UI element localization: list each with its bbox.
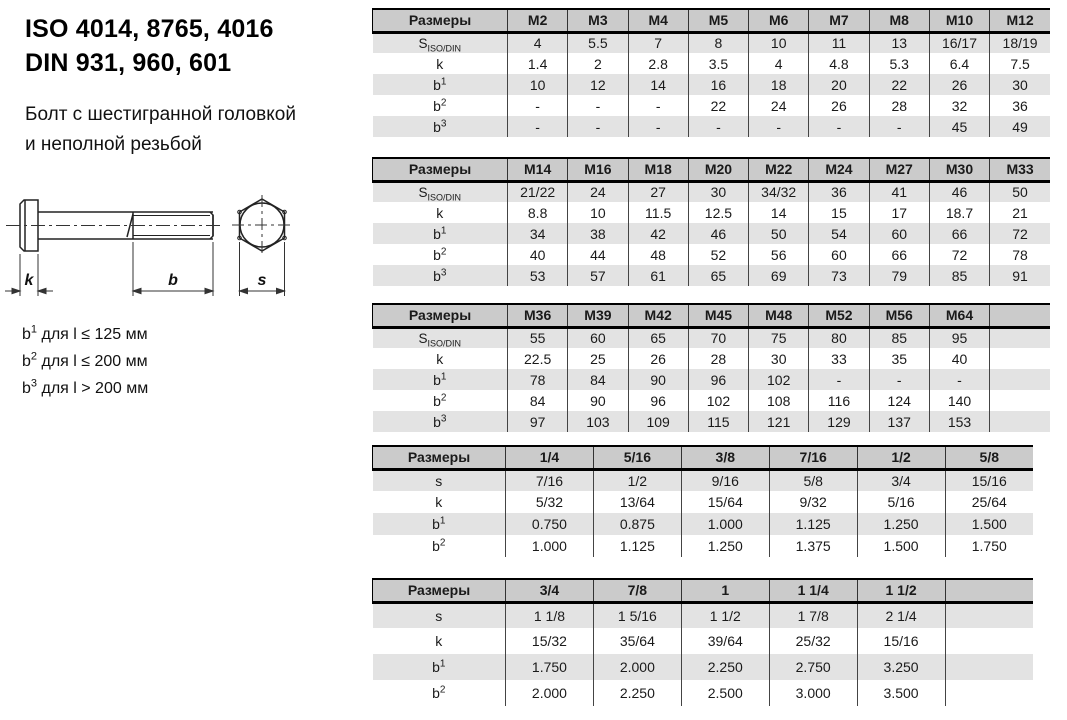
value-cell: 17 (869, 202, 929, 223)
value-cell: 1.000 (681, 513, 769, 535)
value-cell: 12 (568, 74, 628, 95)
value-cell: 57 (568, 265, 628, 286)
value-cell: 4.8 (809, 53, 869, 74)
value-cell: 16 (688, 74, 748, 95)
table-row (373, 223, 1051, 244)
size-column-header: M27 (869, 158, 929, 181)
value-cell: 2.750 (769, 654, 857, 680)
value-cell: 22 (688, 95, 748, 116)
value-cell: - (628, 95, 688, 116)
value-cell: 35/64 (593, 628, 681, 654)
value-cell: 5/16 (857, 491, 945, 513)
value-cell: 28 (869, 95, 929, 116)
value-cell: 60 (869, 223, 929, 244)
row-label: $S_{ISO/DIN}$ (418, 330, 462, 349)
row-label: $b^3$ (433, 117, 447, 135)
value-cell: 8 (688, 32, 748, 53)
table-row (373, 390, 1051, 411)
table-row (373, 535, 1034, 557)
row-label: k (435, 633, 443, 649)
title-din-standards: DIN 931, 960, 601 (25, 49, 232, 77)
value-cell: 3/4 (857, 469, 945, 491)
table-row (373, 202, 1051, 223)
value-cell: 36 (990, 95, 1050, 116)
row-label: k (435, 494, 443, 510)
size-column-header: M64 (929, 304, 989, 327)
dim-label-k: k (24, 272, 34, 289)
size-column-header: M12 (990, 9, 1050, 32)
size-column-header: M30 (929, 158, 989, 181)
table-row (373, 348, 1051, 369)
value-cell: 121 (749, 411, 809, 432)
size-column-header: 1 1/4 (769, 579, 857, 602)
value-cell: 2.000 (593, 654, 681, 680)
table-row (373, 181, 1051, 202)
value-cell: - (929, 369, 989, 390)
value-cell: 32 (929, 95, 989, 116)
table-row (373, 327, 1051, 348)
footnote: $b^1$ для l ≤ 125 мм (22, 323, 148, 343)
table-corner-header: Размеры (373, 9, 508, 32)
value-cell: 48 (628, 244, 688, 265)
dimension-lines (5, 242, 285, 296)
value-cell: 1.000 (506, 535, 594, 557)
value-cell (945, 602, 1033, 628)
value-cell: 1 1/2 (681, 602, 769, 628)
size-column-header: 5/8 (945, 446, 1033, 469)
table-row (373, 116, 1051, 137)
size-column-header: 1 1/2 (857, 579, 945, 602)
value-cell: 1.500 (945, 513, 1033, 535)
table-row (373, 469, 1034, 491)
table-row (373, 628, 1034, 654)
value-cell: 33 (809, 348, 869, 369)
dim-label-b: b (168, 272, 178, 289)
row-label: $b^1$ (433, 370, 447, 388)
value-cell: 30 (990, 74, 1050, 95)
value-cell: 25/32 (769, 628, 857, 654)
value-cell: 1.125 (769, 513, 857, 535)
size-column-header: M4 (628, 9, 688, 32)
value-cell: 10 (749, 32, 809, 53)
value-cell: 9/16 (681, 469, 769, 491)
value-cell: 21/22 (508, 181, 568, 202)
value-cell: 15/64 (681, 491, 769, 513)
value-cell: 109 (628, 411, 688, 432)
value-cell: 12.5 (688, 202, 748, 223)
value-cell: 34 (508, 223, 568, 244)
value-cell: 41 (869, 181, 929, 202)
value-cell: - (568, 116, 628, 137)
value-cell: 18/19 (990, 32, 1050, 53)
value-cell: 13/64 (593, 491, 681, 513)
value-cell: 78 (508, 369, 568, 390)
value-cell: 15/16 (945, 469, 1033, 491)
size-column-header: M16 (568, 158, 628, 181)
value-cell: 18.7 (929, 202, 989, 223)
value-cell (945, 654, 1033, 680)
value-cell: 124 (869, 390, 929, 411)
value-cell: 1.750 (506, 654, 594, 680)
value-cell: 11 (809, 32, 869, 53)
value-cell: 96 (628, 390, 688, 411)
value-cell: 54 (809, 223, 869, 244)
table-row (373, 369, 1051, 390)
value-cell: 45 (929, 116, 989, 137)
size-column-header: 3/4 (506, 579, 594, 602)
table-inch-14-58 (372, 445, 1033, 557)
value-cell: 5/32 (506, 491, 594, 513)
info-panel (0, 0, 372, 720)
value-cell: 1 7/8 (769, 602, 857, 628)
table-inch-34-112 (372, 578, 1033, 706)
row-label: k (436, 350, 444, 367)
value-cell: 73 (809, 265, 869, 286)
value-cell: 102 (749, 369, 809, 390)
value-cell: 2 (568, 53, 628, 74)
value-cell: 4 (508, 32, 568, 53)
size-column-header: M56 (869, 304, 929, 327)
size-column-header: M36 (508, 304, 568, 327)
value-cell: 50 (990, 181, 1050, 202)
size-column-header (990, 304, 1050, 327)
value-cell: 66 (929, 223, 989, 244)
value-cell: 96 (688, 369, 748, 390)
value-cell: 1/2 (593, 469, 681, 491)
value-cell: 0.875 (593, 513, 681, 535)
value-cell: 84 (508, 390, 568, 411)
size-column-header: 5/16 (593, 446, 681, 469)
value-cell: 61 (628, 265, 688, 286)
row-label: $b^2$ (433, 96, 447, 114)
value-cell: 60 (568, 327, 628, 348)
tables-panel (372, 0, 1067, 720)
size-column-header: M39 (568, 304, 628, 327)
value-cell: 13 (869, 32, 929, 53)
size-column-header: M24 (809, 158, 869, 181)
value-cell: 7 (628, 32, 688, 53)
value-cell: 129 (809, 411, 869, 432)
value-cell: 22.5 (508, 348, 568, 369)
row-label: s (435, 607, 443, 624)
row-label: $b^1$ (432, 658, 446, 675)
size-column-header: M8 (869, 9, 929, 32)
value-cell: 95 (929, 327, 989, 348)
size-column-header: M42 (628, 304, 688, 327)
value-cell: 1.500 (857, 535, 945, 557)
value-cell: 140 (929, 390, 989, 411)
value-cell: 84 (568, 369, 628, 390)
table-corner-header: Размеры (373, 446, 506, 469)
value-cell: 3.500 (857, 680, 945, 706)
size-column-header: M20 (688, 158, 748, 181)
value-cell: - (568, 95, 628, 116)
value-cell: 97 (508, 411, 568, 432)
row-label: $b^2$ (433, 245, 447, 263)
value-cell: 27 (628, 181, 688, 202)
value-cell: 2.250 (681, 654, 769, 680)
value-cell: 39/64 (681, 628, 769, 654)
value-cell: 91 (990, 265, 1050, 286)
table-row (373, 244, 1051, 265)
table-row (373, 491, 1034, 513)
size-column-header: 7/8 (593, 579, 681, 602)
value-cell: 2.500 (681, 680, 769, 706)
row-label: $S_{ISO/DIN}$ (418, 35, 462, 54)
size-column-header: M6 (749, 9, 809, 32)
value-cell: 10 (508, 74, 568, 95)
value-cell: 18 (749, 74, 809, 95)
value-cell: 1 1/8 (506, 602, 594, 628)
value-cell: 3.250 (857, 654, 945, 680)
footnote: $b^3$ для l > 200 мм (22, 377, 149, 397)
table-row (373, 32, 1051, 53)
value-cell: 3.000 (769, 680, 857, 706)
value-cell: - (809, 116, 869, 137)
table-corner-header: Размеры (373, 304, 508, 327)
value-cell: 5/8 (769, 469, 857, 491)
table-row (373, 411, 1051, 432)
size-column-header: M2 (508, 9, 568, 32)
value-cell: 35 (869, 348, 929, 369)
value-cell: 15 (809, 202, 869, 223)
dim-label-s: s (257, 272, 267, 289)
size-column-header: M33 (990, 158, 1050, 181)
value-cell: 5.5 (568, 32, 628, 53)
value-cell: 16/17 (929, 32, 989, 53)
subtitle (25, 100, 372, 160)
value-cell (990, 369, 1050, 390)
row-label: $b^2$ (432, 684, 446, 701)
row-label: $b^3$ (433, 412, 447, 430)
value-cell: 26 (809, 95, 869, 116)
value-cell: 40 (508, 244, 568, 265)
value-cell: 34/32 (749, 181, 809, 202)
value-cell: 14 (628, 74, 688, 95)
value-cell: 65 (628, 327, 688, 348)
size-column-header: M45 (688, 304, 748, 327)
value-cell: 2.8 (628, 53, 688, 74)
value-cell: 46 (929, 181, 989, 202)
value-cell: 6.4 (929, 53, 989, 74)
value-cell: 5.3 (869, 53, 929, 74)
value-cell: 1.375 (769, 535, 857, 557)
value-cell: 56 (749, 244, 809, 265)
value-cell: - (749, 116, 809, 137)
value-cell: 11.5 (628, 202, 688, 223)
value-cell: 69 (749, 265, 809, 286)
value-cell: 1.250 (681, 535, 769, 557)
value-cell (990, 411, 1050, 432)
value-cell: 75 (749, 327, 809, 348)
subtitle-line1: Болт с шестигранной головкой (25, 104, 296, 125)
value-cell: 79 (869, 265, 929, 286)
value-cell: - (869, 116, 929, 137)
table-row (373, 654, 1034, 680)
value-cell: 115 (688, 411, 748, 432)
value-cell: 70 (688, 327, 748, 348)
value-cell: - (809, 369, 869, 390)
bolt-drawing (0, 188, 330, 313)
table-row (373, 95, 1051, 116)
value-cell: 1.125 (593, 535, 681, 557)
table-row (373, 265, 1051, 286)
value-cell (990, 390, 1050, 411)
value-cell: 9/32 (769, 491, 857, 513)
size-column-header: M3 (568, 9, 628, 32)
table-metric-m2-m12 (372, 8, 1050, 137)
value-cell: 28 (688, 348, 748, 369)
row-label: $b^3$ (433, 266, 447, 284)
value-cell: 80 (809, 327, 869, 348)
value-cell: 55 (508, 327, 568, 348)
size-column-header: M14 (508, 158, 568, 181)
footnote: $b^2$ для l ≤ 200 мм (22, 350, 148, 370)
table-row (373, 680, 1034, 706)
value-cell: 103 (568, 411, 628, 432)
subtitle-line2: и неполной резьбой (25, 134, 202, 155)
value-cell: 65 (688, 265, 748, 286)
value-cell: 26 (628, 348, 688, 369)
value-cell: 52 (688, 244, 748, 265)
table-row (373, 602, 1034, 628)
value-cell (945, 680, 1033, 706)
row-label: $b^2$ (433, 391, 447, 409)
value-cell: 85 (929, 265, 989, 286)
value-cell: 72 (990, 223, 1050, 244)
size-column-header: 7/16 (769, 446, 857, 469)
value-cell: 25/64 (945, 491, 1033, 513)
value-cell: - (688, 116, 748, 137)
size-column-header: M18 (628, 158, 688, 181)
value-cell: 40 (929, 348, 989, 369)
value-cell (990, 327, 1050, 348)
value-cell: 15/16 (857, 628, 945, 654)
value-cell: 2.000 (506, 680, 594, 706)
size-column-header: 3/8 (681, 446, 769, 469)
value-cell: 25 (568, 348, 628, 369)
value-cell: 0.750 (506, 513, 594, 535)
value-cell: 21 (990, 202, 1050, 223)
size-column-header: 1/4 (506, 446, 594, 469)
size-column-header: M22 (749, 158, 809, 181)
value-cell: 53 (508, 265, 568, 286)
size-column-header: M48 (749, 304, 809, 327)
value-cell: 24 (568, 181, 628, 202)
size-column-header: M7 (809, 9, 869, 32)
value-cell: 78 (990, 244, 1050, 265)
table-corner-header: Размеры (373, 158, 508, 181)
value-cell: 8.8 (508, 202, 568, 223)
value-cell: 2 1/4 (857, 602, 945, 628)
size-column-header: 1/2 (857, 446, 945, 469)
value-cell: 1.4 (508, 53, 568, 74)
value-cell: 1.750 (945, 535, 1033, 557)
value-cell: 10 (568, 202, 628, 223)
value-cell: 153 (929, 411, 989, 432)
value-cell: 20 (809, 74, 869, 95)
row-label: $b^1$ (433, 224, 447, 242)
value-cell: 44 (568, 244, 628, 265)
row-label: $b^1$ (432, 515, 446, 532)
value-cell: 30 (749, 348, 809, 369)
value-cell: 1 5/16 (593, 602, 681, 628)
table-corner-header: Размеры (373, 579, 506, 602)
size-column-header: 1 (681, 579, 769, 602)
value-cell (990, 348, 1050, 369)
value-cell: - (508, 95, 568, 116)
value-cell: 2.250 (593, 680, 681, 706)
value-cell: 38 (568, 223, 628, 244)
value-cell: 66 (869, 244, 929, 265)
value-cell: 102 (688, 390, 748, 411)
value-cell: 72 (929, 244, 989, 265)
value-cell: 36 (809, 181, 869, 202)
value-cell: - (508, 116, 568, 137)
row-label: k (436, 204, 444, 221)
center-lines (6, 195, 292, 255)
value-cell: 1.250 (857, 513, 945, 535)
table-row (373, 74, 1051, 95)
size-column-header: M5 (688, 9, 748, 32)
value-cell: 24 (749, 95, 809, 116)
row-label: $S_{ISO/DIN}$ (418, 184, 462, 203)
value-cell: - (869, 369, 929, 390)
page-title (25, 12, 372, 80)
value-cell: 7.5 (990, 53, 1050, 74)
value-cell: 15/32 (506, 628, 594, 654)
table-metric-m14-m33 (372, 157, 1050, 286)
table-row (373, 53, 1051, 74)
value-cell: 26 (929, 74, 989, 95)
table-metric-m36-m64 (372, 303, 1050, 432)
value-cell: 60 (809, 244, 869, 265)
size-column-header: M10 (929, 9, 989, 32)
table-row (373, 513, 1034, 535)
footnotes (22, 321, 148, 402)
value-cell: 85 (869, 327, 929, 348)
row-label: $b^1$ (433, 75, 447, 93)
value-cell (945, 628, 1033, 654)
value-cell: 4 (749, 53, 809, 74)
value-cell: 3.5 (688, 53, 748, 74)
value-cell: 137 (869, 411, 929, 432)
value-cell: 90 (568, 390, 628, 411)
size-column-header (945, 579, 1033, 602)
value-cell: 14 (749, 202, 809, 223)
row-label: $b^2$ (432, 537, 446, 554)
value-cell: 30 (688, 181, 748, 202)
value-cell: - (628, 116, 688, 137)
value-cell: 42 (628, 223, 688, 244)
value-cell: 90 (628, 369, 688, 390)
value-cell: 22 (869, 74, 929, 95)
value-cell: 46 (688, 223, 748, 244)
row-label: k (436, 55, 444, 72)
value-cell: 49 (990, 116, 1050, 137)
size-column-header: M52 (809, 304, 869, 327)
value-cell: 116 (809, 390, 869, 411)
value-cell: 108 (749, 390, 809, 411)
title-iso-standards: ISO 4014, 8765, 4016 (25, 15, 274, 43)
value-cell: 7/16 (506, 469, 594, 491)
row-label: s (435, 472, 443, 489)
value-cell: 50 (749, 223, 809, 244)
